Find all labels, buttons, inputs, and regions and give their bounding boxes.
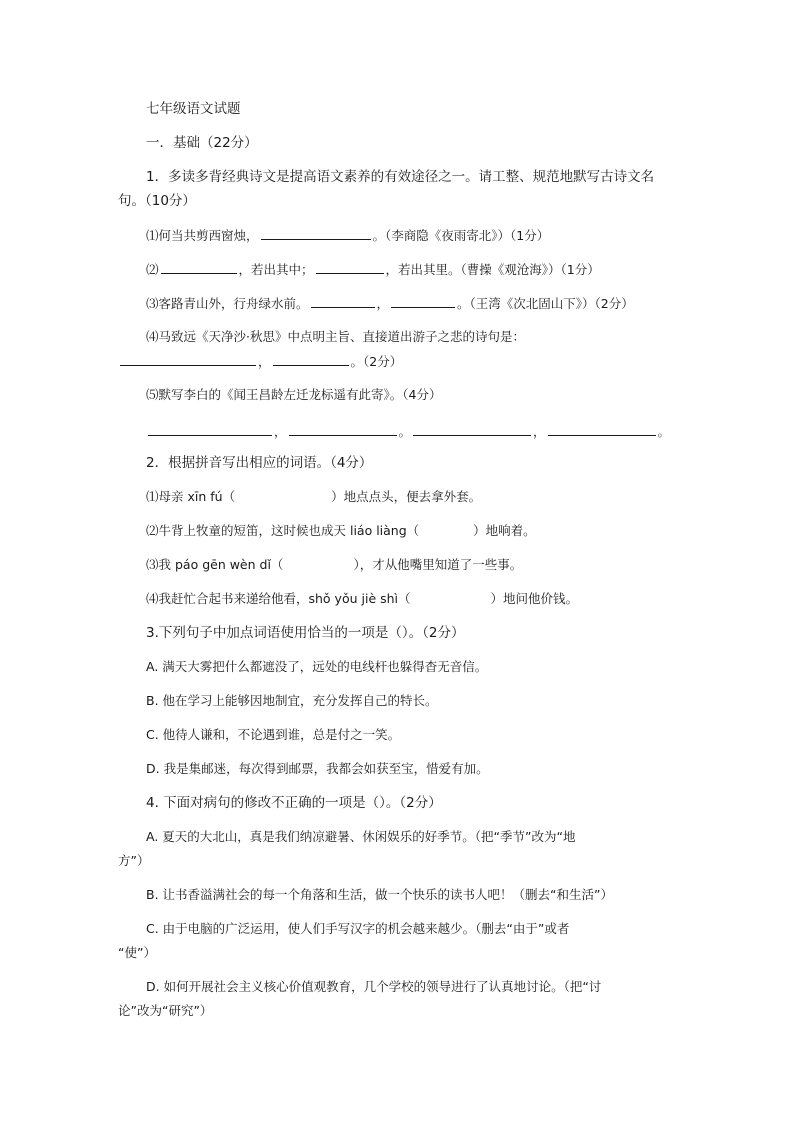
punctuation: ， [533, 424, 546, 439]
q3-stem: 3.下列句子中加点词语使用恰当的一项是（）。（2分） [146, 625, 465, 641]
q4-option-d-line2: 论”改为“研究”） [118, 1003, 213, 1018]
q1-item-3-suffix: 。（王湾《次北固山下》）（2分） [457, 296, 634, 311]
q2-item-2-prefix: ⑵牛背上牧童的短笛，这时候也成天 liáo liàng（ [146, 523, 420, 538]
q1-item-4-line1: ⑷马致远《天净沙·秋思》中点明主旨、直接道出游子之悲的诗句是： [146, 329, 525, 344]
answer-blank[interactable] [391, 294, 455, 308]
q1-item-4-suffix: 。（2分） [350, 354, 403, 369]
answer-blank[interactable] [311, 294, 375, 308]
q4-option-c-line1: C. 由于电脑的广泛运用，使人们手写汉字的机会越来越少。（删去“由于”或者 [146, 921, 570, 936]
q2-stem: 2．根据拼音写出相应的词语。（4分） [146, 455, 373, 471]
q1-item-5-line1: ⑸默写李白的《闻王昌龄左迁龙标遥有此寄》。（4分） [146, 387, 442, 402]
q1-item-2-suffix: ，若出其里。（曹操《观沧海》）（1分） [385, 262, 600, 277]
q1-stem-line2: 句。（10分） [118, 193, 196, 209]
q1-item-2-middle: ，若出其中； [238, 262, 314, 277]
q4-stem: 4. 下面对病句的修改不正确的一项是（）。（2分） [146, 795, 442, 811]
q4-option-a-line2: 方”） [118, 853, 150, 868]
punctuation: 。 [657, 424, 671, 439]
q2-item-4 [146, 590, 578, 608]
q4-option-b: B. 让书香溢满社会的每一个角落和生活，做一个快乐的读书人吧！（删去“和生活”） [146, 887, 613, 902]
exam-title: 七年级语文试题 [146, 101, 241, 117]
punctuation: ， [274, 424, 287, 439]
q2-item-2 [146, 522, 536, 540]
punctuation: 。 [398, 424, 412, 439]
q2-item-3-prefix: ⑶我 páo gēn wèn dǐ（ [146, 557, 284, 572]
section-heading: 一．基础（22分） [146, 135, 258, 151]
q1-item-3 [146, 294, 634, 313]
q1-item-4-middle: ， [258, 354, 271, 369]
q1-item-2 [146, 260, 600, 279]
q1-item-1-prefix: ⑴何当共剪西窗烛， [146, 228, 259, 243]
q3-option-d: D. 我是集邮迷，每次得到邮票，我都会如获至宝，惜爱有加。 [146, 761, 489, 776]
answer-blank[interactable] [120, 352, 256, 366]
q4-option-a-line1: A. 夏天的大北山，真是我们纳凉避暑、休闲娱乐的好季节。（把“季节”改为“地 [146, 829, 576, 844]
q2-item-4-suffix: ）地问他价钱。 [490, 591, 579, 606]
answer-blank[interactable] [413, 422, 531, 436]
q1-item-3-middle: ， [376, 296, 390, 311]
q1-item-1 [146, 226, 549, 245]
answer-blank[interactable] [548, 422, 656, 436]
q2-item-3 [146, 556, 522, 574]
q4-option-c-line2: “使”） [118, 945, 156, 960]
q2-item-1 [146, 488, 481, 506]
answer-blank[interactable] [148, 422, 272, 436]
q3-option-c: C. 他待人谦和，不论遇到谁，总是付之一笑。 [146, 727, 401, 742]
q2-item-2-suffix: ）地响着。 [473, 523, 536, 538]
answer-blank[interactable] [161, 260, 237, 274]
q3-option-a: A. 满天大雾把什么都遮没了，远处的电线杆也躲得杳无音信。 [146, 659, 488, 674]
q1-item-5-line2 [146, 422, 670, 441]
q2-item-3-suffix: ），才从他嘴里知道了一些事。 [353, 557, 523, 572]
q1-stem-line1: 1．多读多背经典诗文是提高语文素养的有效途径之一。请工整、规范地默写古诗文名 [146, 169, 655, 185]
q2-item-4-prefix: ⑷我赶忙合起书来递给他看，shǒ yǒu jiè shì（ [146, 591, 411, 606]
q2-item-1-prefix: ⑴母亲 xīn fú（ [146, 489, 236, 504]
q1-item-3-prefix: ⑶客路青山外，行舟绿水前。 [146, 296, 309, 311]
q3-option-b: B. 他在学习上能够因地制宜，充分发挥自己的特长。 [146, 693, 438, 708]
q2-item-1-suffix: ）地点点头，便去拿外套。 [331, 489, 482, 504]
answer-blank[interactable] [261, 226, 371, 240]
answer-blank[interactable] [289, 422, 397, 436]
q1-item-4-line2 [118, 352, 402, 371]
answer-blank[interactable] [273, 352, 349, 366]
q1-item-2-prefix: ⑵ [146, 262, 159, 277]
answer-blank[interactable] [316, 260, 384, 274]
q4-option-d-line1: D. 如何开展社会主义核心价值观教育，几个学校的领导进行了认真地讨论。（把“讨 [146, 979, 602, 994]
q1-item-1-suffix: 。（李商隐《夜雨寄北》）（1分） [372, 228, 550, 243]
